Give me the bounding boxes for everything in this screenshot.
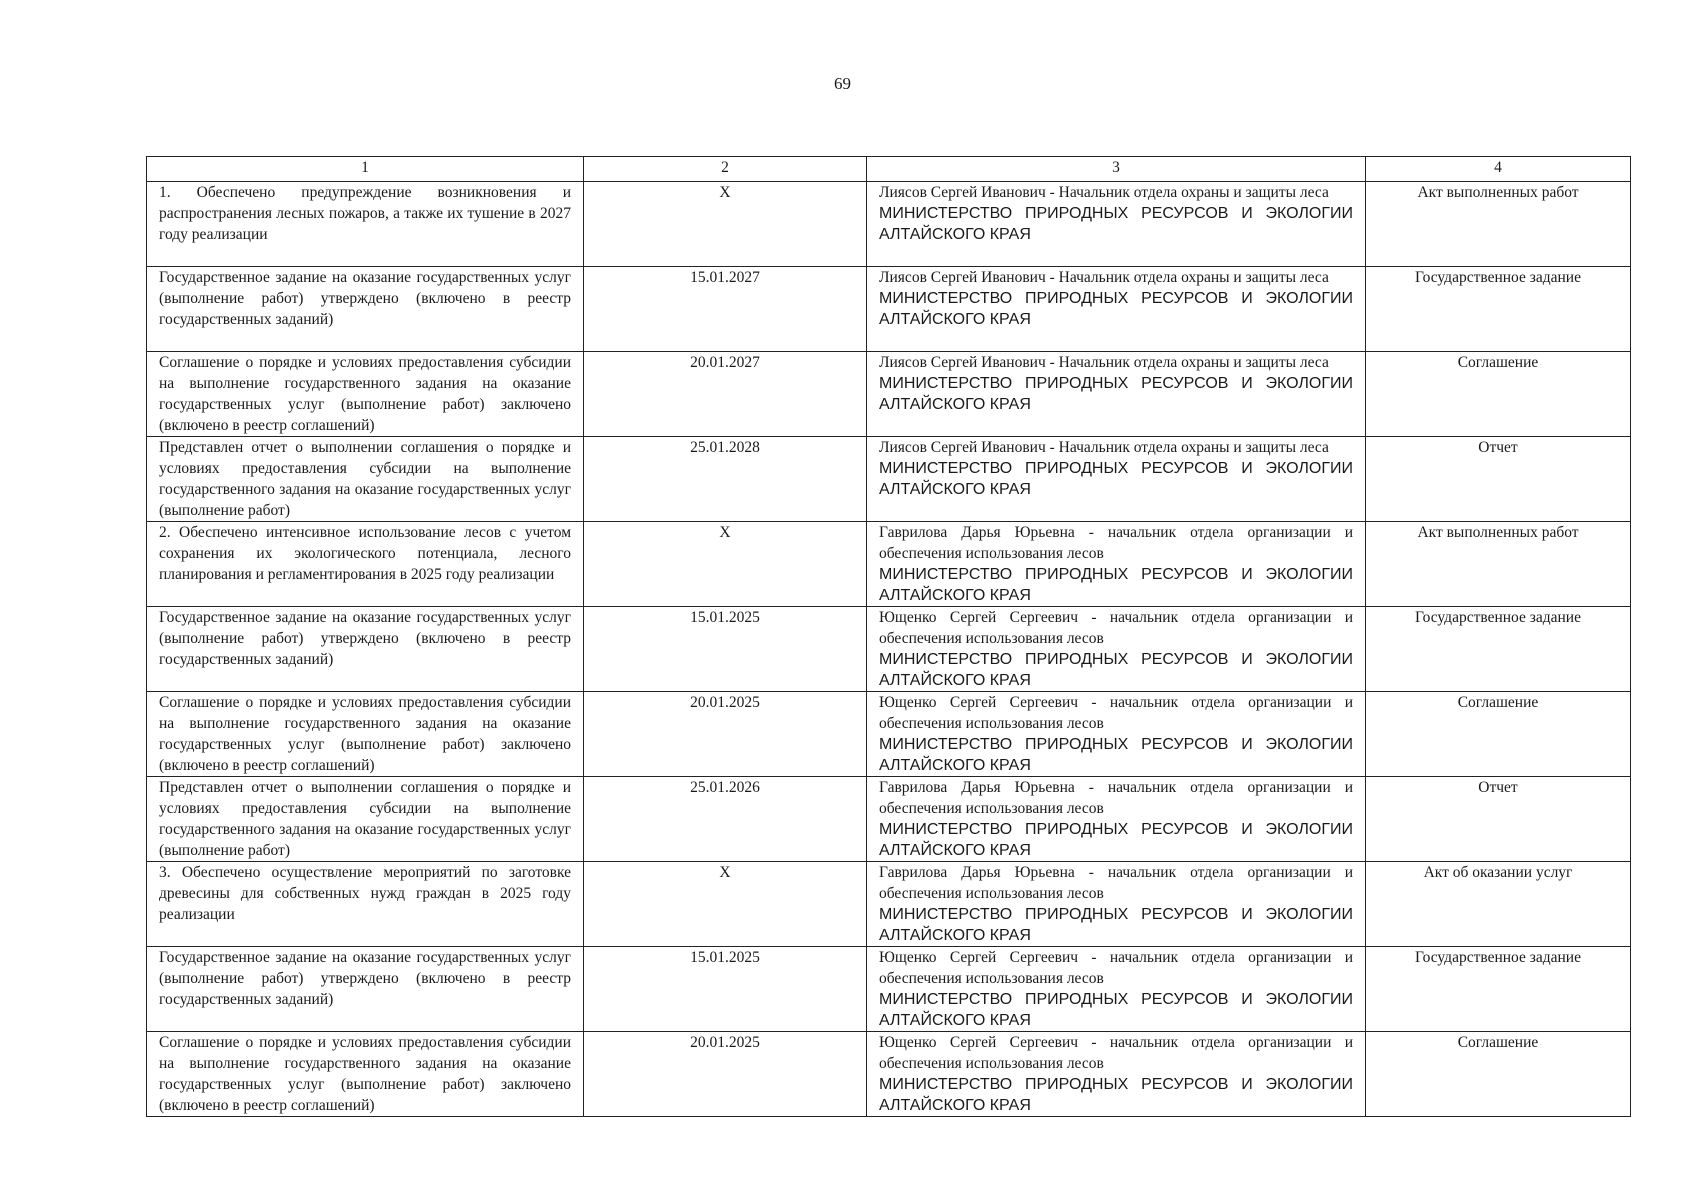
responsible-cell bbox=[867, 862, 1366, 947]
table-row bbox=[147, 1032, 1631, 1117]
date-cell: X bbox=[584, 522, 867, 607]
date-cell: 25.01.2028 bbox=[584, 437, 867, 522]
organization-name: МИНИСТЕРСТВО ПРИРОДНЫХ РЕСУРСОВ И ЭКОЛОГИИ АЛТАЙСКОГО КРАЯ bbox=[879, 460, 1353, 498]
responsible-person: Гаврилова Дарья Юрьевна - начальник отдела организации и обеспечения использования лесов bbox=[879, 779, 1353, 817]
organization-name: МИНИСТЕРСТВО ПРИРОДНЫХ РЕСУРСОВ И ЭКОЛОГИИ АЛТАЙСКОГО КРАЯ bbox=[879, 205, 1353, 243]
responsible-cell bbox=[867, 182, 1366, 267]
table-row bbox=[147, 522, 1631, 607]
result-cell: Соглашение о порядке и условиях предоставления субсидии на выполнение государственного задания на оказание государственных услуг (выполнение работ) заключено (включено в реестр соглашений) bbox=[147, 352, 584, 437]
result-cell: 2. Обеспечено интенсивное использование лесов с учетом сохранения их экологического потенциала, лесного планирования и регламентирования в 2025 году реализации bbox=[147, 522, 584, 607]
responsible-cell bbox=[867, 352, 1366, 437]
table-row bbox=[147, 947, 1631, 1032]
page-number: 69 bbox=[834, 74, 851, 93]
responsible-person: Гаврилова Дарья Юрьевна - начальник отдела организации и обеспечения использования лесов bbox=[879, 864, 1353, 902]
date-cell: 15.01.2027 bbox=[584, 267, 867, 352]
organization-name: МИНИСТЕРСТВО ПРИРОДНЫХ РЕСУРСОВ И ЭКОЛОГИИ АЛТАЙСКОГО КРАЯ bbox=[879, 906, 1353, 944]
result-cell: Государственное задание на оказание государственных услуг (выполнение работ) утверждено (включено в реестр государственных заданий) bbox=[147, 947, 584, 1032]
document-cell: Акт выполненных работ bbox=[1366, 182, 1631, 267]
table-header-row bbox=[147, 157, 1631, 182]
result-cell: Представлен отчет о выполнении соглашения о порядке и условиях предоставления субсидии на выполнение государственного задания на оказание государственных услуг (выполнение работ) bbox=[147, 777, 584, 862]
document-cell: Соглашение bbox=[1366, 352, 1631, 437]
document-cell: Государственное задание bbox=[1366, 947, 1631, 1032]
organization-name: МИНИСТЕРСТВО ПРИРОДНЫХ РЕСУРСОВ И ЭКОЛОГИИ АЛТАЙСКОГО КРАЯ bbox=[879, 1076, 1353, 1114]
organization-name: МИНИСТЕРСТВО ПРИРОДНЫХ РЕСУРСОВ И ЭКОЛОГИИ АЛТАЙСКОГО КРАЯ bbox=[879, 821, 1353, 859]
document-cell: Отчет bbox=[1366, 777, 1631, 862]
responsible-cell bbox=[867, 1032, 1366, 1117]
responsible-person: Ющенко Сергей Сергеевич - начальник отдела организации и обеспечения использования лесов bbox=[879, 949, 1353, 987]
result-cell: Представлен отчет о выполнении соглашения о порядке и условиях предоставления субсидии на выполнение государственного задания на оказание государственных услуг (выполнение работ) bbox=[147, 437, 584, 522]
table-row bbox=[147, 267, 1631, 352]
document-cell: Соглашение bbox=[1366, 692, 1631, 777]
column-header-3: 3 bbox=[867, 157, 1366, 182]
column-header-4: 4 bbox=[1366, 157, 1631, 182]
responsible-cell bbox=[867, 947, 1366, 1032]
results-table bbox=[146, 156, 1631, 1117]
document-cell: Акт выполненных работ bbox=[1366, 522, 1631, 607]
result-cell: 3. Обеспечено осуществление мероприятий по заготовке древесины для собственных нужд граждан в 2025 году реализации bbox=[147, 862, 584, 947]
result-cell: Соглашение о порядке и условиях предоставления субсидии на выполнение государственного задания на оказание государственных услуг (выполнение работ) заключено (включено в реестр соглашений) bbox=[147, 692, 584, 777]
result-cell: Соглашение о порядке и условиях предоставления субсидии на выполнение государственного задания на оказание государственных услуг (выполнение работ) заключено (включено в реестр соглашений) bbox=[147, 1032, 584, 1117]
result-cell: Государственное задание на оказание государственных услуг (выполнение работ) утверждено (включено в реестр государственных заданий) bbox=[147, 607, 584, 692]
result-cell: 1. Обеспечено предупреждение возникновения и распространения лесных пожаров, а также их тушение в 2027 году реализации bbox=[147, 182, 584, 267]
organization-name: МИНИСТЕРСТВО ПРИРОДНЫХ РЕСУРСОВ И ЭКОЛОГИИ АЛТАЙСКОГО КРАЯ bbox=[879, 736, 1353, 774]
responsible-cell bbox=[867, 692, 1366, 777]
organization-name: МИНИСТЕРСТВО ПРИРОДНЫХ РЕСУРСОВ И ЭКОЛОГИИ АЛТАЙСКОГО КРАЯ bbox=[879, 651, 1353, 689]
organization-name: МИНИСТЕРСТВО ПРИРОДНЫХ РЕСУРСОВ И ЭКОЛОГИИ АЛТАЙСКОГО КРАЯ bbox=[879, 991, 1353, 1029]
responsible-person: Лиясов Сергей Иванович - Начальник отдела охраны и защиты леса bbox=[879, 269, 1329, 286]
document-cell: Акт об оказании услуг bbox=[1366, 862, 1631, 947]
document-cell: Государственное задание bbox=[1366, 267, 1631, 352]
table-row bbox=[147, 777, 1631, 862]
date-cell: 15.01.2025 bbox=[584, 947, 867, 1032]
date-cell: X bbox=[584, 862, 867, 947]
table-body bbox=[147, 182, 1631, 1117]
date-cell: 25.01.2026 bbox=[584, 777, 867, 862]
table-row bbox=[147, 182, 1631, 267]
responsible-cell bbox=[867, 777, 1366, 862]
document-cell: Соглашение bbox=[1366, 1032, 1631, 1117]
date-cell: 20.01.2027 bbox=[584, 352, 867, 437]
responsible-person: Ющенко Сергей Сергеевич - начальник отдела организации и обеспечения использования лесов bbox=[879, 694, 1353, 732]
organization-name: МИНИСТЕРСТВО ПРИРОДНЫХ РЕСУРСОВ И ЭКОЛОГИИ АЛТАЙСКОГО КРАЯ bbox=[879, 375, 1353, 413]
responsible-person: Лиясов Сергей Иванович - Начальник отдела охраны и защиты леса bbox=[879, 184, 1329, 201]
responsible-person: Ющенко Сергей Сергеевич - начальник отдела организации и обеспечения использования лесов bbox=[879, 609, 1353, 647]
date-cell: 20.01.2025 bbox=[584, 692, 867, 777]
responsible-person: Лиясов Сергей Иванович - Начальник отдела охраны и защиты леса bbox=[879, 439, 1329, 456]
column-header-2: 2 bbox=[584, 157, 867, 182]
responsible-cell bbox=[867, 522, 1366, 607]
table-row bbox=[147, 692, 1631, 777]
responsible-cell bbox=[867, 267, 1366, 352]
responsible-person: Ющенко Сергей Сергеевич - начальник отдела организации и обеспечения использования лесов bbox=[879, 1034, 1353, 1072]
column-header-1: 1 bbox=[147, 157, 584, 182]
responsible-cell bbox=[867, 607, 1366, 692]
table-row bbox=[147, 607, 1631, 692]
responsible-person: Лиясов Сергей Иванович - Начальник отдела охраны и защиты леса bbox=[879, 354, 1329, 371]
document-cell: Отчет bbox=[1366, 437, 1631, 522]
table-row bbox=[147, 352, 1631, 437]
responsible-cell bbox=[867, 437, 1366, 522]
table-row bbox=[147, 862, 1631, 947]
result-cell: Государственное задание на оказание государственных услуг (выполнение работ) утверждено (включено в реестр государственных заданий) bbox=[147, 267, 584, 352]
organization-name: МИНИСТЕРСТВО ПРИРОДНЫХ РЕСУРСОВ И ЭКОЛОГИИ АЛТАЙСКОГО КРАЯ bbox=[879, 566, 1353, 604]
table-row bbox=[147, 437, 1631, 522]
date-cell: X bbox=[584, 182, 867, 267]
document-cell: Государственное задание bbox=[1366, 607, 1631, 692]
date-cell: 15.01.2025 bbox=[584, 607, 867, 692]
responsible-person: Гаврилова Дарья Юрьевна - начальник отдела организации и обеспечения использования лесов bbox=[879, 524, 1353, 562]
organization-name: МИНИСТЕРСТВО ПРИРОДНЫХ РЕСУРСОВ И ЭКОЛОГИИ АЛТАЙСКОГО КРАЯ bbox=[879, 290, 1353, 328]
date-cell: 20.01.2025 bbox=[584, 1032, 867, 1117]
